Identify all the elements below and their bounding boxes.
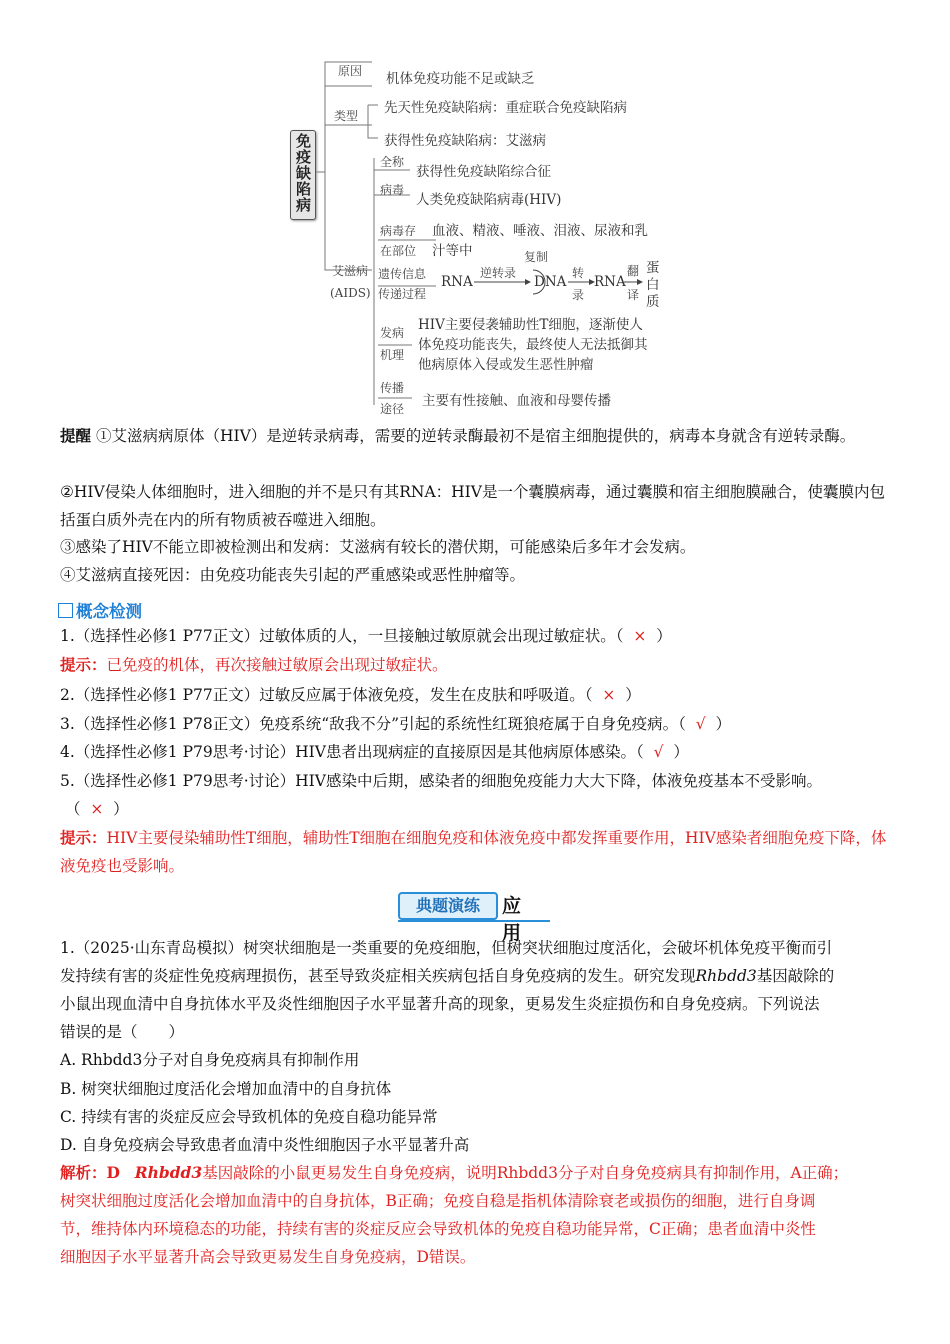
virus-text: 人类免疫缺陷病毒(HIV): [416, 192, 562, 208]
mindmap-root-label: 免疫缺陷病: [294, 133, 312, 213]
concept-q5: 5.（选择性必修1 P79思考·讨论）HIV感染中后期，感染者的细胞免疫能力大大下降，体液免疫基本不受影响。: [60, 772, 822, 790]
concept-q4: 4.（选择性必修1 P79思考·讨论）HIV患者出现病症的直接原因是其他病原体感染。（ √ ）: [60, 743, 689, 761]
route-label-1: 传播: [380, 381, 405, 395]
concept-q2: 2.（选择性必修1 P77正文）过敏反应属于体液免疫，发生在皮肤和呼吸道。（ × ）: [60, 686, 641, 704]
flow-replication: 复制: [524, 250, 549, 264]
location-text-1: 血液、精液、唾液、泪液、尿液和乳: [432, 223, 648, 239]
flow-protein-2: 白: [646, 277, 660, 293]
answer-mark: √: [653, 743, 664, 761]
tip-3: ③感染了HIV不能立即被检测出和发病：艾滋病有较长的潜伏期，可能感染后多年才会发病。: [60, 538, 696, 556]
type-congenital: 先天性免疫缺陷病：重症联合免疫缺陷病: [384, 100, 627, 116]
flow-protein-3: 质: [646, 294, 660, 310]
tip-2: ②HIV侵染人体细胞时，进入细胞的并不是只有其RNA：HIV是一个囊膜病毒，通过囊膜和宿主细胞膜融合，使囊膜内包括蛋白质外壳在内的所有物质被吞噬进入细胞。: [60, 483, 885, 529]
flow-transcription-2: 录: [572, 288, 585, 302]
aids-label: 艾滋病: [332, 264, 369, 278]
flow-protein-1: 蛋: [646, 260, 660, 276]
analysis-line-3: 节，维持体内环境稳态的功能，持续有害的炎症反应会导致机体的免疫自稳功能异常，C正确；患者血清中炎性: [60, 1220, 816, 1238]
route-label-2: 途径: [380, 402, 405, 416]
tip-label: 提醒: [60, 426, 92, 445]
tip-4: ④艾滋病直接死因：由免疫功能丧失引起的严重感染或恶性肿瘤等。: [60, 566, 526, 584]
virus-label: 病毒: [380, 183, 405, 197]
question-line-1: 1.（2025·山东青岛模拟）树突状细胞是一类重要的免疫细胞，但树突状细胞过度活化，会破坏机体免疫平衡而引: [60, 939, 833, 957]
option-b[interactable]: B. 树突状细胞过度活化会增加血清中的自身抗体: [60, 1080, 392, 1098]
question-line-4: 错误的是（ ）: [60, 1023, 185, 1041]
location-label-1: 病毒存: [380, 224, 417, 238]
flow-translation-2: 译: [627, 288, 640, 302]
analysis-line-4: 细胞因子水平显著升高会导致更易发生自身免疫病，D错误。: [60, 1248, 476, 1266]
location-label-2: 在部位: [380, 244, 417, 258]
cause-label: 原因: [338, 64, 363, 78]
checkbox-icon: [58, 603, 73, 618]
answer-mark: ×: [633, 627, 647, 645]
mechanism-text-1: HIV主要侵袭辅助性T细胞，逐渐使人: [418, 317, 643, 333]
option-a[interactable]: A. Rhbdd3分子对自身免疫病具有抑制作用: [60, 1051, 360, 1069]
location-text-2: 汁等中: [432, 243, 473, 259]
flow-translation-1: 翻: [627, 264, 640, 278]
genetic-label-1: 遗传信息: [378, 267, 427, 281]
flow-rna-1: RNA: [441, 274, 473, 290]
fullname-label: 全称: [380, 155, 405, 169]
tip-1: [60, 422, 890, 450]
analysis-gene: Rhbdd3: [134, 1163, 203, 1182]
aids-abbr: (AIDS): [330, 286, 371, 300]
genetic-label-2: 传递过程: [378, 287, 427, 301]
answer-mark: √: [695, 715, 706, 733]
concept-q3: 3.（选择性必修1 P78正文）免疫系统“敌我不分”引起的系统性红斑狼疮属于自身免疫病。（ √ ）: [60, 715, 731, 733]
analysis-line-2: 树突状细胞过度活化会增加血清中的自身抗体，B正确；免疫自稳是指机体清除衰老或损伤的细胞，进行自身调: [60, 1192, 816, 1210]
gene-name: Rhbdd3: [695, 967, 757, 985]
mechanism-label-1: 发病: [380, 326, 405, 340]
flow-rna-2: RNA: [594, 274, 626, 290]
route-text: 主要有性接触、血液和母婴传播: [422, 393, 611, 409]
flow-transcription-1: 转: [572, 266, 585, 280]
concept-hint-1: 提示：已免疫的机体，再次接触过敏原会出现过敏症状。: [60, 655, 448, 674]
concept-q1: 1.（选择性必修1 P77正文）过敏体质的人，一旦接触过敏原就会出现过敏症状。（ × ）: [60, 627, 672, 645]
option-c[interactable]: C. 持续有害的炎症反应会导致机体的免疫自稳功能异常: [60, 1108, 438, 1126]
practice-underline: [398, 920, 550, 922]
practice-tag: 典题演练: [398, 892, 498, 920]
type-label: 类型: [334, 109, 359, 123]
answer-mark: ×: [90, 800, 104, 818]
question-line-2: 发持续有害的炎症性免疫病理损伤，甚至导致炎症相关疾病包括自身免疫病的发生。研究发现Rhbdd3基因敲除的: [60, 967, 835, 985]
option-d[interactable]: D. 自身免疫病会导致患者血清中炎性细胞因子水平显著升高: [60, 1136, 470, 1154]
analysis-line-1: 解析：D Rhbdd3基因敲除的小鼠更易发生自身免疫病，说明Rhbdd3分子对自身免疫病具有抑制作用，A正确；: [60, 1163, 849, 1182]
flow-reverse-transcription: 逆转录: [480, 266, 517, 280]
concept-heading: 概念检测: [58, 598, 142, 622]
question-line-3: 小鼠出现血清中自身抗体水平及炎性细胞因子水平显著升高的现象，更易发生炎症损伤和自身免疫病。下列说法: [60, 995, 820, 1013]
type-acquired: 获得性免疫缺陷病：艾滋病: [384, 133, 546, 149]
mechanism-text-2: 体免疫功能丧失，最终使人无法抵御其: [418, 337, 648, 353]
mechanism-text-3: 他病原体入侵或发生恶性肿瘤: [418, 357, 594, 373]
practice-word: 应用: [502, 895, 522, 944]
concept-hint-2: 提示：HIV主要侵染辅助性T细胞，辅助性T细胞在细胞免疫和体液免疫中都发挥重要作用，HIV感染者细胞免疫下降，体液免疫也受影响。: [60, 828, 887, 875]
fullname-text: 获得性免疫缺陷综合征: [416, 164, 551, 180]
concept-q5-answer: （ × ）: [64, 800, 129, 818]
answer-mark: ×: [602, 686, 616, 704]
mechanism-label-2: 机理: [380, 348, 405, 362]
flow-dna: DNA: [534, 274, 567, 290]
tip-1-text: ①艾滋病病原体（HIV）是逆转录病毒，需要的逆转录酶最初不是宿主细胞提供的，病毒本身就含有逆转录酶。: [95, 427, 856, 445]
cause-text: 机体免疫功能不足或缺乏: [386, 71, 535, 87]
